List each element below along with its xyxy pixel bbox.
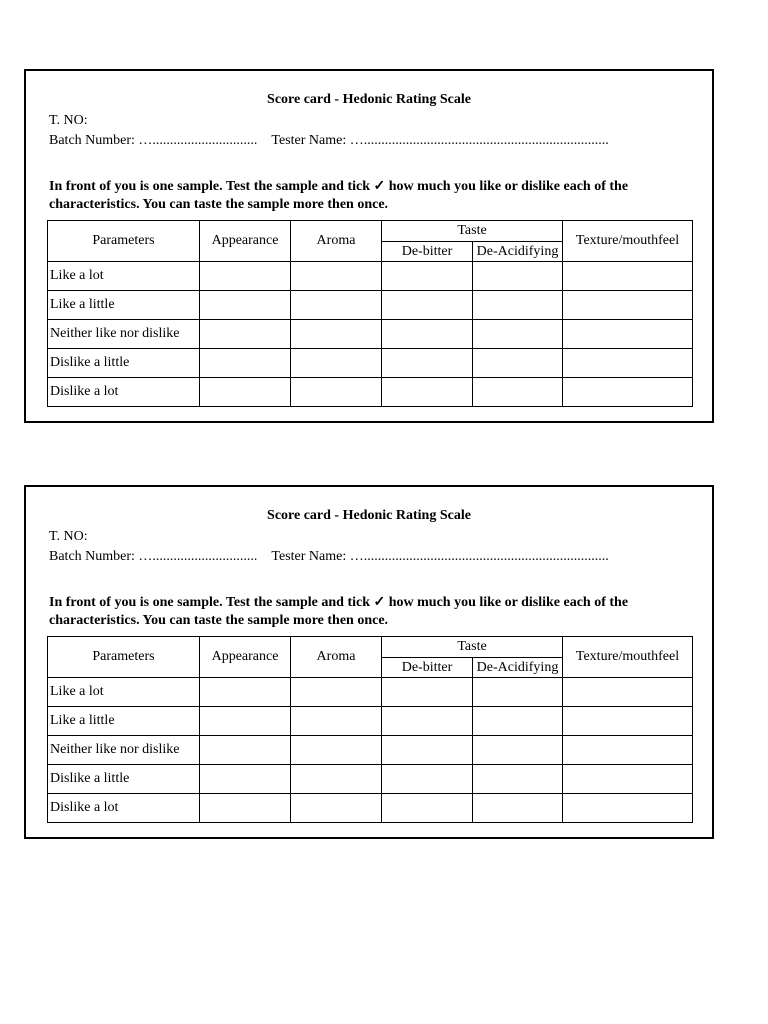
rating-cell[interactable]: [473, 320, 563, 349]
rating-cell[interactable]: [200, 736, 291, 765]
rating-cell[interactable]: [563, 707, 693, 736]
header-texture: Texture/mouthfeel: [563, 221, 693, 262]
rating-cell[interactable]: [382, 320, 473, 349]
rating-cell[interactable]: [291, 349, 382, 378]
rating-table: [47, 636, 693, 823]
rating-cell[interactable]: [291, 378, 382, 407]
header-texture: Texture/mouthfeel: [563, 637, 693, 678]
rating-cell[interactable]: [563, 765, 693, 794]
rating-cell[interactable]: [382, 349, 473, 378]
rating-cell[interactable]: [473, 678, 563, 707]
score-card-2: [24, 485, 714, 839]
score-card-1: [24, 69, 714, 423]
batch-number-field[interactable]: Batch Number: …..............................: [49, 549, 258, 564]
rating-cell[interactable]: [382, 794, 473, 823]
rating-cell[interactable]: [291, 678, 382, 707]
rating-cell[interactable]: [563, 678, 693, 707]
header-aroma: Aroma: [291, 637, 382, 678]
rating-cell[interactable]: [563, 320, 693, 349]
header-de-bitter: De-bitter: [382, 658, 473, 678]
card-title: Score card - Hedonic Rating Scale: [267, 508, 471, 523]
rating-cell[interactable]: [473, 707, 563, 736]
t-no-label: T. NO:: [49, 529, 88, 544]
rating-cell[interactable]: [382, 262, 473, 291]
rating-cell[interactable]: [200, 262, 291, 291]
rating-cell[interactable]: [473, 736, 563, 765]
header-de-bitter: De-bitter: [382, 242, 473, 262]
tester-name-field[interactable]: Tester Name: …......................................................................: [271, 549, 609, 564]
row-label: Dislike a lot: [48, 794, 200, 823]
tester-name-field[interactable]: Tester Name: …......................................................................: [271, 133, 609, 148]
header-aroma: Aroma: [291, 221, 382, 262]
rating-cell[interactable]: [563, 349, 693, 378]
rating-cell[interactable]: [291, 262, 382, 291]
table-row: [48, 736, 693, 765]
rating-cell[interactable]: [563, 262, 693, 291]
header-de-acidifying: De-Acidifying: [473, 242, 563, 262]
rating-cell[interactable]: [200, 765, 291, 794]
rating-table: [47, 220, 693, 407]
table-row: [48, 765, 693, 794]
rating-cell[interactable]: [563, 736, 693, 765]
instructions: In front of you is one sample. Test the sample and tick ✓ how much you like or dislike each of the characteristics. You can taste the sample more then once.: [49, 595, 629, 628]
table-row: [48, 678, 693, 707]
rating-cell[interactable]: [382, 678, 473, 707]
rating-cell[interactable]: [200, 678, 291, 707]
rating-cell[interactable]: [200, 291, 291, 320]
header-appearance: Appearance: [200, 221, 291, 262]
row-label: Neither like nor dislike: [48, 320, 200, 349]
rating-cell[interactable]: [291, 707, 382, 736]
rating-cell[interactable]: [291, 291, 382, 320]
row-label: Like a little: [48, 291, 200, 320]
rating-cell[interactable]: [291, 765, 382, 794]
rating-cell[interactable]: [382, 736, 473, 765]
row-label: Neither like nor dislike: [48, 736, 200, 765]
header-de-acidifying: De-Acidifying: [473, 658, 563, 678]
rating-cell[interactable]: [291, 794, 382, 823]
rating-cell[interactable]: [382, 291, 473, 320]
rating-cell[interactable]: [473, 378, 563, 407]
rating-cell[interactable]: [473, 291, 563, 320]
table-row: [48, 262, 693, 291]
rating-cell[interactable]: [473, 262, 563, 291]
instructions: In front of you is one sample. Test the sample and tick ✓ how much you like or dislike each of the characteristics. You can taste the sample more then once.: [49, 179, 629, 212]
header-parameters: Parameters: [48, 221, 200, 262]
row-label: Like a little: [48, 707, 200, 736]
table-row: [48, 320, 693, 349]
rating-cell[interactable]: [200, 707, 291, 736]
header-taste: Taste: [382, 221, 563, 242]
row-label: Dislike a little: [48, 349, 200, 378]
rating-cell[interactable]: [563, 378, 693, 407]
rating-cell[interactable]: [200, 794, 291, 823]
row-label: Like a lot: [48, 678, 200, 707]
table-row: [48, 707, 693, 736]
rating-cell[interactable]: [563, 291, 693, 320]
row-label: Dislike a little: [48, 765, 200, 794]
rating-cell[interactable]: [382, 378, 473, 407]
rating-cell[interactable]: [382, 707, 473, 736]
card-title: Score card - Hedonic Rating Scale: [267, 92, 471, 107]
rating-cell[interactable]: [473, 794, 563, 823]
rating-cell[interactable]: [473, 349, 563, 378]
rating-cell[interactable]: [473, 765, 563, 794]
table-row: [48, 794, 693, 823]
table-row: [48, 378, 693, 407]
batch-tester-line: [49, 132, 609, 150]
rating-cell[interactable]: [200, 320, 291, 349]
header-parameters: Parameters: [48, 637, 200, 678]
batch-tester-line: [49, 548, 609, 566]
row-label: Dislike a lot: [48, 378, 200, 407]
rating-cell[interactable]: [563, 794, 693, 823]
header-appearance: Appearance: [200, 637, 291, 678]
table-row: [48, 291, 693, 320]
rating-cell[interactable]: [200, 349, 291, 378]
table-row: [48, 349, 693, 378]
batch-number-field[interactable]: Batch Number: …..............................: [49, 133, 258, 148]
rating-cell[interactable]: [291, 320, 382, 349]
rating-cell[interactable]: [382, 765, 473, 794]
rating-cell[interactable]: [200, 378, 291, 407]
row-label: Like a lot: [48, 262, 200, 291]
header-taste: Taste: [382, 637, 563, 658]
rating-cell[interactable]: [291, 736, 382, 765]
t-no-label: T. NO:: [49, 113, 88, 128]
